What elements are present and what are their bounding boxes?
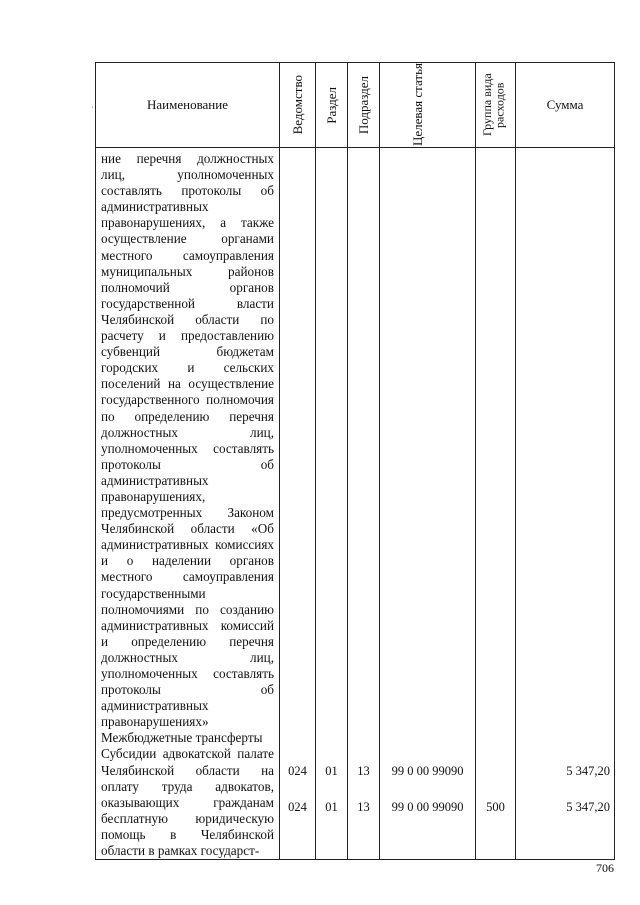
row-vedomstvo: 024 xyxy=(288,764,307,778)
row-target: 99 0 00 99090 xyxy=(391,764,464,778)
header-podrazdel: Подраздел xyxy=(348,63,380,148)
group-column xyxy=(476,148,516,860)
header-row xyxy=(96,63,615,148)
row-group: 500 xyxy=(486,800,505,814)
page-number: 706 xyxy=(596,861,614,875)
header-vedomstvo: Ведомство xyxy=(280,63,316,148)
header-group: Группа вида расходов xyxy=(476,63,516,148)
vedomstvo-column xyxy=(280,148,316,860)
row-sum: 5 347,20 xyxy=(566,800,610,814)
row-razdel: 01 xyxy=(325,800,338,814)
row-sum: 5 347,20 xyxy=(566,764,610,778)
table-row xyxy=(96,148,615,860)
budget-table-container xyxy=(95,62,615,860)
razdel-column xyxy=(316,148,348,860)
row-name-text: Межбюджетные трансферты xyxy=(101,730,263,746)
row-razdel: 01 xyxy=(325,764,338,778)
sum-column xyxy=(516,148,615,860)
target-column xyxy=(380,148,476,860)
row-name-text: ние перечня должностных лиц, уполномоченных составлять протоколы об административных правонарушениях, а также осуществление органами местного самоуправления муниципальных районов полномочий органов государственной власти Челябинской области по расчету и предоставлению субвенций бюджетам городских и сельских поселений на осуществление государственного полномочия по определению перечня должностных лиц, уполномоченных составлять протоколы об административных правонарушениях, предусмотренных Законом Челябинской области «Об административных комиссиях и о наделении органов местного самоуправления государственными полномочиями по созданию административных комиссий и определению перечня должностных лиц, уполномоченных составлять протоколы об административных правонарушениях» xyxy=(101,151,274,730)
margin-mark: · xyxy=(91,103,94,112)
row-vedomstvo: 024 xyxy=(288,800,307,814)
header-sum: Сумма xyxy=(516,63,615,148)
row-name-text: Субсидии адвокатской палате Челябинской области на оплату труда адвокатов, оказывающих гражданам бесплатную юридическую помощь в Челябинской области в рамках государст- xyxy=(101,746,274,859)
row-target: 99 0 00 99090 xyxy=(391,800,464,814)
name-column xyxy=(96,148,280,860)
budget-table xyxy=(95,62,615,860)
row-podrazdel: 13 xyxy=(357,764,370,778)
row-podrazdel: 13 xyxy=(357,800,370,814)
podrazdel-column xyxy=(348,148,380,860)
header-razdel: Раздел xyxy=(316,63,348,148)
header-name: Наименование xyxy=(96,63,280,148)
header-target: Целевая статья xyxy=(380,63,476,148)
